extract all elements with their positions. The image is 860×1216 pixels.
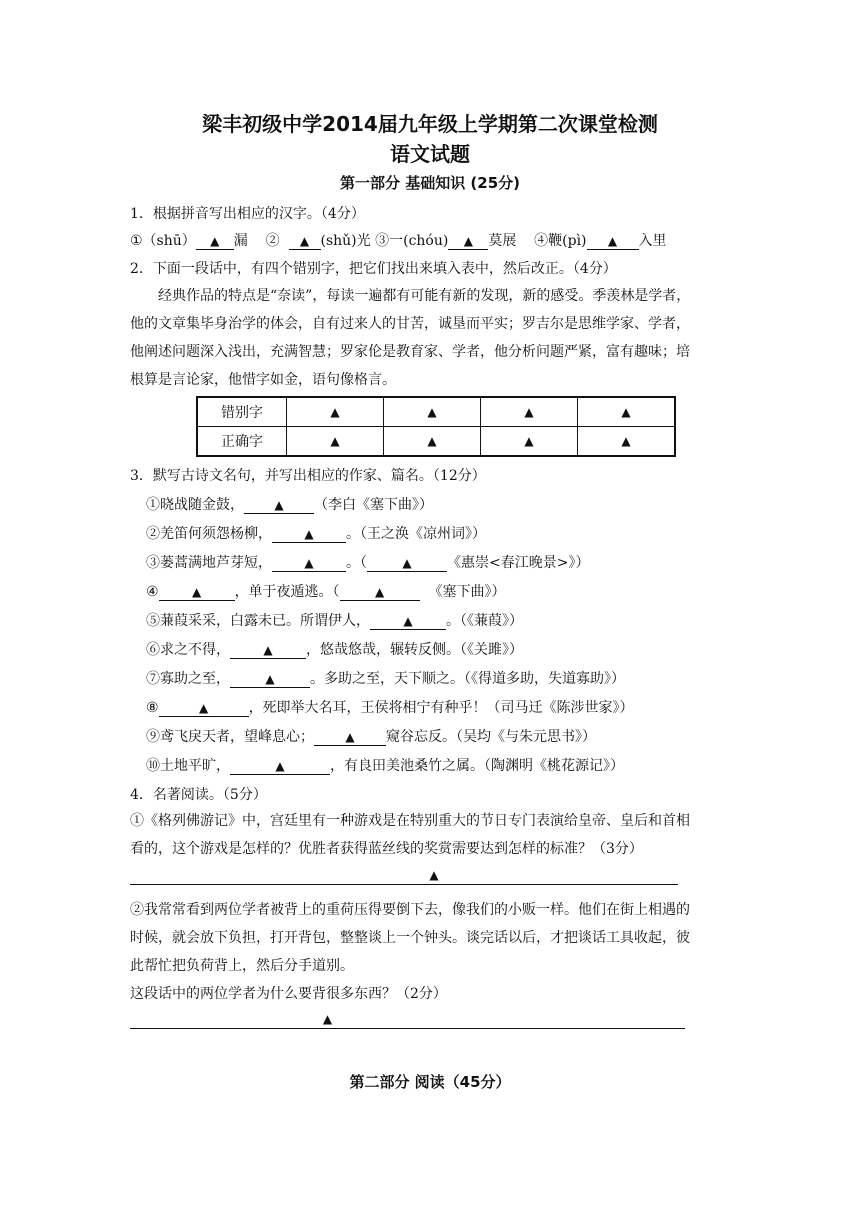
answer-blank[interactable] — [159, 700, 249, 717]
table-row — [197, 397, 675, 427]
q3-line-8 — [146, 697, 634, 717]
blank-marker: ▲ — [275, 759, 285, 773]
q3-line-4 — [146, 581, 505, 601]
q3-line-source: 。多助之至，天下顺之。（《得道多助，失道寡助》） — [310, 671, 625, 687]
q3-line-text: ⑦寡助之至， — [146, 671, 230, 687]
q3-line-3 — [146, 552, 589, 572]
q3-line-7 — [146, 668, 625, 688]
blank-marker: ▲ — [345, 730, 355, 744]
q3-line-text: ②羌笛何须怨杨柳， — [146, 526, 272, 542]
blank-marker: ▲ — [374, 585, 385, 599]
q2-stem: 2．下面一段话中，有四个错别字，把它们找出来填入表中，然后改正。（4分） — [130, 261, 617, 277]
correction-table — [196, 396, 676, 457]
blank-marker: ▲ — [299, 234, 310, 248]
q3-line-9 — [146, 726, 596, 746]
q1-items — [130, 230, 667, 250]
blank-marker: ▲ — [402, 556, 412, 570]
answer-line[interactable] — [130, 868, 678, 885]
answer-blank[interactable] — [159, 584, 235, 601]
q3-line-text: ⑥求之不得， — [146, 642, 230, 658]
table-cell[interactable] — [578, 427, 676, 457]
answer-blank[interactable] — [367, 555, 447, 572]
blank-marker: ▲ — [265, 672, 275, 686]
q1-item1-after: 漏 — [233, 233, 248, 249]
q3-line-source: 。（ — [346, 555, 367, 571]
table-cell[interactable] — [287, 397, 384, 427]
answer-blank[interactable] — [272, 526, 346, 543]
q4-sub1-line: ①《格列佛游记》中，宫廷里有一种游戏是在特别重大的节日专门表演给皇帝、皇后和首相 — [130, 813, 690, 829]
q3-line-6 — [146, 639, 523, 659]
blank-marker: ▲ — [191, 585, 202, 599]
blank-marker: ▲ — [524, 405, 534, 419]
answer-blank[interactable] — [196, 233, 234, 250]
blank-marker: ▲ — [427, 405, 437, 419]
answer-blank[interactable] — [587, 233, 639, 250]
blank-marker: ▲ — [274, 498, 284, 512]
q3-line-source: ，死即举大名耳，王侯将相宁有种乎！（司马迁《陈涉世家》） — [248, 700, 634, 716]
q3-line-text: ③蒌蒿满地芦芽短， — [146, 555, 272, 571]
q3-line-2 — [146, 523, 486, 543]
blank-marker: ▲ — [427, 434, 437, 448]
table-cell[interactable] — [578, 397, 676, 427]
table-cell[interactable] — [384, 427, 481, 457]
exam-subject: 语文试题 — [390, 142, 470, 166]
q1-item3-after: 莫展 — [488, 233, 517, 249]
blank-marker: ▲ — [524, 434, 534, 448]
passage-line: 他的文章集毕身治学的体会，自有过来人的甘苦，诚垦而平实；罗吉尔是思维学家、学者， — [130, 316, 690, 332]
blank-marker: ▲ — [304, 527, 314, 541]
q1-item1-label: ①（shū） — [130, 233, 196, 249]
q4-sub2-line: 时候，就会放下负担，打开背包，整整谈上一个钟头。谈完话以后，才把谈话工具收起，彼 — [130, 930, 690, 946]
answer-blank[interactable] — [272, 555, 346, 572]
q3-line-source: 窥谷忘反。（吴均《与朱元思书》） — [386, 729, 596, 745]
q3-line-text: ④ — [146, 584, 159, 600]
q3-line-1 — [146, 494, 433, 514]
q4-sub2 — [130, 896, 732, 1008]
q4-sub2-line: 此帮忙把负荷背上，然后分手道别。 — [130, 958, 354, 974]
answer-blank[interactable] — [230, 671, 310, 688]
row-label-wrong: 错别字 — [197, 397, 287, 427]
answer-blank[interactable] — [340, 584, 420, 601]
answer-line[interactable] — [130, 1012, 685, 1029]
q3-line-source: ，悠哉悠哉，辗转反侧。（《关雎》） — [306, 642, 523, 658]
blank-marker: ▲ — [198, 701, 209, 715]
q3-line-text: ⑨鸢飞戾天者，望峰息心； — [146, 729, 314, 745]
q4-sub2-line: ②我常常看到两位学者被背上的重荷压得要倒下去，像我们的小贩一样。他们在街上相遇的 — [130, 902, 690, 918]
passage-line: 他阐述问题深入浅出，充满智慧；罗家伦是教育家、学者，他分析问题严紧，富有趣味；培 — [130, 344, 690, 360]
blank-marker: ▲ — [210, 234, 220, 248]
blank-marker: ▲ — [607, 234, 618, 248]
q3-line-text: ⑩土地平旷， — [146, 758, 230, 774]
blank-marker: ▲ — [330, 405, 340, 419]
blank-marker: ▲ — [621, 434, 631, 448]
blank-marker: ▲ — [403, 614, 413, 628]
blank-marker: ▲ — [429, 868, 439, 882]
part1-heading: 第一部分 基础知识 (25分) — [339, 174, 521, 192]
answer-blank[interactable] — [230, 642, 306, 659]
q3-line-title: 《惠崇<春江晚景>》） — [447, 555, 590, 571]
answer-blank[interactable] — [370, 613, 446, 630]
q3-line-source: 。（《蒹葭》） — [446, 613, 523, 629]
exam-title: 梁丰初级中学2014届九年级上学期第二次课堂检测 — [202, 112, 658, 136]
q3-line-source: 。（王之涣《凉州词》） — [346, 526, 486, 542]
q3-line-source: ，有良田美池桑竹之属。（陶渊明《桃花源记》） — [330, 758, 624, 774]
blank-marker: ▲ — [621, 405, 631, 419]
table-cell[interactable] — [481, 427, 578, 457]
q1-item3-label: ③一(chóu) — [375, 233, 449, 249]
q3-line-title: 《塞下曲》） — [428, 584, 506, 600]
blank-marker: ▲ — [463, 234, 473, 248]
q4-sub1-line: 看的，这个游戏是怎样的？优胜者获得蓝丝线的奖赏需要达到怎样的标准？（3分） — [130, 841, 643, 857]
answer-blank[interactable] — [230, 758, 330, 775]
blank-marker: ▲ — [263, 643, 273, 657]
blank-marker: ▲ — [330, 434, 340, 448]
q1-item2-mid: (shǔ)光 — [320, 233, 371, 249]
q1-item2-label: ② — [265, 233, 280, 249]
answer-blank[interactable] — [448, 233, 488, 250]
q3-line-5 — [146, 610, 523, 630]
table-row — [197, 427, 675, 457]
q3-line-source: （李白《塞下曲》） — [314, 497, 433, 513]
table-cell[interactable] — [384, 397, 481, 427]
answer-blank[interactable] — [289, 233, 321, 250]
blank-marker: ▲ — [304, 556, 314, 570]
blank-marker: ▲ — [322, 1012, 333, 1026]
q3-line-text: ①晓战随金鼓， — [146, 497, 244, 513]
table-cell[interactable] — [481, 397, 578, 427]
answer-blank[interactable] — [314, 729, 386, 746]
q3-stem: 3．默写古诗文名句，并写出相应的作家、篇名。（12分） — [130, 468, 486, 484]
passage-line: 经典作品的特点是“奈读”，每读一遍都有可能有新的发现，新的感受。季羡林是学者， — [158, 288, 691, 304]
passage-line: 根算是言论家，他惜字如金，语句像格言。 — [130, 372, 396, 388]
row-label-correct: 正确字 — [197, 427, 287, 457]
q4-stem: 4．名著阅读。（5分） — [130, 787, 267, 803]
q4-sub1 — [130, 807, 732, 863]
q3-line-text: ⑤蒹葭采采，白露未已。所谓伊人， — [146, 613, 370, 629]
part2-heading: 第二部分 阅读（45分） — [349, 1073, 511, 1091]
q4-sub2-line: 这段话中的两位学者为什么要背很多东西？（2分） — [130, 986, 447, 1002]
q3-line-text: ⑧ — [146, 700, 159, 716]
q2-passage — [130, 282, 732, 394]
q1-item4-label: ④鞭(pì) — [534, 233, 587, 249]
q3-line-10 — [146, 755, 624, 775]
q1-stem: 1．根据拼音写出相应的汉字。（4分） — [130, 206, 365, 222]
q1-item4-after: 入里 — [638, 233, 667, 249]
answer-blank[interactable] — [244, 497, 314, 514]
table-cell[interactable] — [287, 427, 384, 457]
q3-line-source: ，单于夜遁逃。（ — [234, 584, 340, 600]
